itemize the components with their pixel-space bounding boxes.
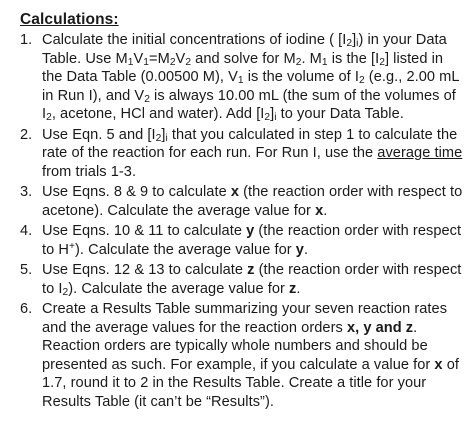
text-run: 2 (155, 132, 162, 144)
text-run: i (165, 132, 168, 144)
step-number: 3. (20, 184, 33, 200)
step-text (42, 301, 459, 410)
text-run: . (323, 202, 328, 219)
text-run: x (230, 184, 240, 200)
step-text (42, 127, 462, 180)
text-run: 1 (237, 75, 244, 86)
step-number: 4. (20, 223, 33, 239)
text-run: Use Eqns. 12 & 13 to calculate (42, 262, 248, 278)
text-run: ). Calculate the average value for (75, 241, 296, 258)
step-item (20, 261, 466, 298)
text-run: z (289, 280, 297, 297)
text-run: of 1.7, round it to 2 in the Results Table. Create a title for your Results Table (it can’t be “Results”). (42, 356, 459, 410)
text-run: Use Eqn. 5 and [I (42, 126, 156, 143)
text-run: =M (149, 50, 170, 67)
text-run: that you calculated in step 1 to calculate the rate of the reaction for each run. For Run I, use the (42, 126, 458, 161)
step-item (20, 300, 466, 411)
text-run: 1 (321, 56, 328, 68)
text-run: . (296, 280, 301, 297)
text-run: + (68, 240, 75, 252)
text-run: (e.g., 2.00 mL in Run I), and V (42, 69, 459, 104)
text-run: ). Calculate the average value for (68, 280, 289, 297)
text-run: 2 (185, 56, 192, 68)
text-run: 1 (127, 56, 134, 68)
text-run: average time (377, 145, 463, 161)
text-run: 2 (358, 75, 365, 86)
text-run: 2 (169, 56, 176, 68)
text-run: . (303, 241, 309, 258)
text-run: 1 (143, 56, 150, 68)
text-run: 2 (144, 93, 150, 105)
step-item (20, 183, 466, 220)
step-text (42, 262, 461, 297)
text-run: , acetone, HCl and water). Add [I (51, 106, 265, 122)
text-run: 2 (346, 38, 353, 49)
step-number: 1. (20, 32, 33, 48)
step-item (20, 222, 466, 259)
text-run: y (295, 241, 304, 258)
text-run: 2 (62, 286, 69, 298)
text-run: ) in your Data Table. Use M (42, 32, 447, 67)
step-text (42, 184, 462, 219)
text-run: (the reaction order with respect to H (42, 223, 462, 258)
text-run: Calculate the initial concentrations of iodine ( [I (42, 32, 347, 48)
text-run: ] (352, 32, 357, 48)
text-run: Use Eqns. 10 & 11 to calculate (42, 223, 247, 239)
step-text (42, 223, 461, 258)
text-run: x, y and z (346, 319, 414, 336)
step-number: 2. (20, 126, 33, 143)
text-run: i (356, 38, 359, 49)
text-run: 2 (295, 56, 302, 68)
step-item (20, 126, 466, 182)
text-run: ] (270, 106, 275, 122)
section-heading: Calculations: (20, 11, 119, 28)
text-run: ] (161, 126, 166, 143)
text-run: 2 (46, 112, 52, 123)
text-run: x (315, 202, 324, 219)
text-run: V (133, 50, 144, 67)
text-run: . Reaction orders are typically whole numbers and should be presented as such. For example, if you calculate a value for (42, 319, 435, 373)
text-run: is the volume of I (243, 69, 359, 85)
text-run: 2 (264, 112, 271, 123)
step-number: 5. (20, 262, 33, 278)
steps-list (20, 31, 466, 411)
text-run: is always 10.00 mL (the sum of the volumes of I (42, 87, 456, 122)
text-run: y (246, 223, 255, 239)
text-run: (the reaction order with respect to I (42, 262, 462, 297)
text-run: is the [I (327, 50, 380, 67)
step-item (20, 31, 466, 124)
text-run: i (274, 112, 277, 123)
text-run: ] listed in the Data Table (0.00500 M), V (42, 50, 444, 85)
text-run: from trials 1-3. (42, 163, 137, 180)
text-run: (the reaction order with respect to acetone). Calculate the average value for (42, 184, 463, 219)
text-run: . M (301, 50, 322, 67)
text-run: 2 (379, 56, 385, 68)
text-run: V (175, 50, 186, 67)
text-run: z (247, 262, 255, 278)
text-run: Use Eqns. 8 & 9 to calculate (42, 184, 231, 200)
text-run: Create a Results Table summarizing your seven reaction rates and the average values for the reaction orders (42, 301, 448, 336)
text-run: to your Data Table. (276, 106, 404, 122)
text-run: x (434, 356, 443, 373)
step-number: 6. (20, 301, 33, 317)
text-run: and solve for M (191, 50, 296, 67)
step-text (42, 32, 459, 122)
